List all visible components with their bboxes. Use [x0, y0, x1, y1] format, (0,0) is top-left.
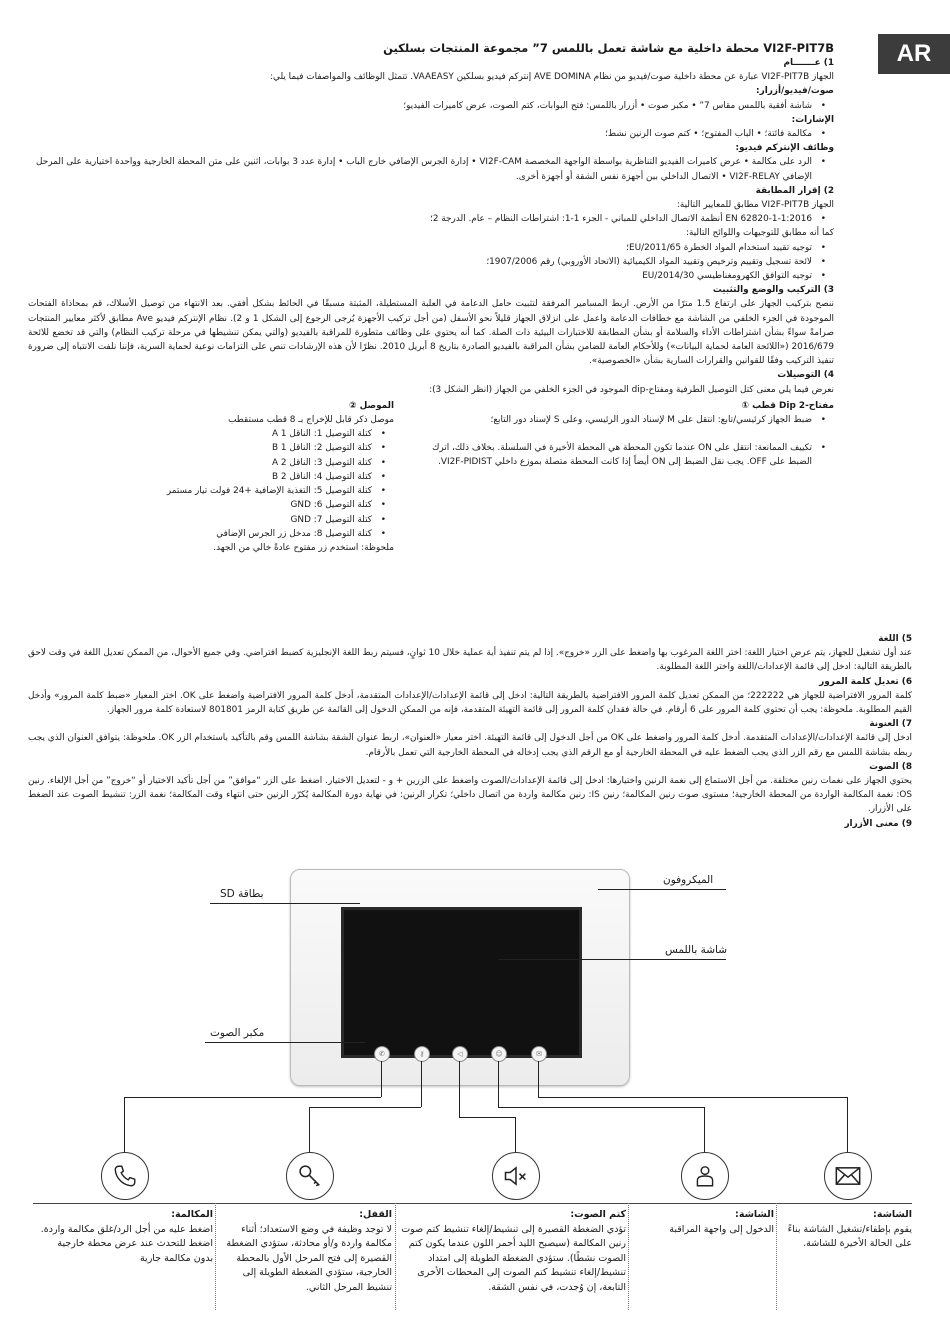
call-heading: المكالمة:	[171, 1209, 213, 1220]
column-separator	[628, 1203, 629, 1310]
device-key-button: ⚷	[414, 1046, 430, 1062]
leader-line	[498, 1061, 499, 1107]
screen-heading: الشاشة:	[873, 1209, 912, 1220]
leader-line	[538, 1061, 539, 1097]
lock-description	[220, 1208, 392, 1295]
monitor-text: الدخول إلى واجهة المراقبة	[669, 1223, 774, 1235]
leader-line	[421, 1061, 422, 1107]
language-heading: 5) اللغة	[878, 634, 912, 644]
connections-heading: 4) التوصيلات	[777, 370, 834, 381]
leader-line	[515, 1117, 516, 1152]
mute-text: تؤدي الضغطة القصيرة إلى تنشيط/إلغاء تنشيط كتم صوت رنين المكالمة (سيصبح الليد أحمر اللون عندما يكون كتم الصوت نشطًا). ستؤدي الضغطة الطويلة إلى امتداد تنشيط/إلغاء تنشيط كتم الصوت إلى المحطات الأخرى التابعة، إن وُجدت، في نفس الشقة.	[401, 1223, 626, 1293]
column-separator	[395, 1203, 396, 1310]
call-text: اضغط عليه من أجل الرد/غلق مكالمة واردة. اضغط للتحدث عند عرض محطة خارجية بدون مكالمة جارية	[40, 1223, 213, 1264]
sd-card-leader	[210, 903, 360, 904]
mute-description	[400, 1208, 626, 1295]
leader-line	[309, 1107, 421, 1108]
connector-heading: الموصل ②	[349, 400, 394, 411]
conformity-paragraph: الجهاز VI2F-PIT7B مطابق للمعايير التالية:	[676, 200, 834, 211]
touch-screen-leader	[498, 959, 726, 960]
sd-card-label: بطاقة SD	[220, 888, 264, 900]
touch-screen-label: شاشة باللمس	[665, 944, 728, 956]
leader-line	[381, 1061, 382, 1097]
upper-text	[30, 56, 834, 555]
mute-heading: كتم الصوت:	[570, 1209, 626, 1220]
microphone-label: الميكروفون	[663, 874, 714, 886]
monitor-description	[634, 1208, 774, 1237]
connector-item: • كتلة التوصيل 8: مدخل زر الجرس الإضافي	[30, 527, 394, 541]
connector-paragraph: موصل ذكر قابل للإخراج بـ 8 قطب مستقطب	[228, 415, 394, 426]
monitor-heading: الشاشة:	[735, 1209, 774, 1220]
installation-heading: 3) التركيب والوضع والتثبيت	[712, 285, 834, 296]
keys-table-rule	[33, 1203, 912, 1204]
device-phone-button: ✆	[374, 1046, 390, 1062]
sound-heading: 8) الصوت	[869, 761, 912, 772]
sound-paragraph: يحتوي الجهاز على نغمات رنين مختلفة. من أجل الاستماع إلى نغمة الرنين واختيارها: ادخل إلى قائمة الإعدادات/الصوت واضغط على الزرين + و - لتعديل الاختيار. اضغط على الزر “موافق” من أجل تأكيد الاختيار أو “خروج” من أجل الإلغاء. رنين OS: نغمة المكالمة الواردة من المحطة الخارجية؛ مستوى صوت رنين المكالمة؛ رنين IS: رنين مكالمة واردة من اتصال داخلي؛ تكرار الرنين: في نهاية دورة المكالمة يُكرّر الرنين حتى انتهاء وقت المكالمة؛ نغمة الزر: تنشيط الصوت عند الضغط على الأزرار.	[28, 776, 913, 815]
general-heading: 1) عـــــــام	[783, 58, 834, 68]
leader-line	[847, 1097, 848, 1152]
column-separator	[776, 1203, 777, 1310]
conformity-paragraph-2: كما أنه مطابق للتوجيهات واللوائح التالية:	[685, 228, 834, 239]
av-bullet: • شاشة أفقية باللمس مقاس 7” • مكبر صوت • أزرار باللمس: فتح البوابات، كتم الصوت، عرض كاميرات الفيديو؛	[30, 99, 834, 113]
connector-item: • كتلة التوصيل 6: GND	[30, 498, 394, 512]
dip-bullet: • تكييف الممانعة: انتقل على ON عندما تكون المحطة هي المحطة الأخيرة في السلسلة. بخلاف ذلك، اترك الضبط على OFF. يجب نقل الضبط إلى ON أيضاً إذا كانت المحطة متصلة بموزع داخلي VI2F-PIDIST.	[414, 441, 834, 469]
screen-description	[782, 1208, 912, 1252]
signals-bullet: • مكالمة فائتة؛ • الباب المفتوح؛ • كتم صوت الرنين نشط؛	[30, 127, 834, 141]
installation-paragraph: ننصح بتركيب الجهاز على ارتفاع 1.5 مترًا من الأرض. اربط المسامير المرفقة لتثبيت حامل الدعامة في العلبة المستطيلة، المثبتة مسبقًا في الحائط بشكل أفقي. بعد الانتهاء من توصيل الأسلاك، قم بمحاذاة الفتحات الموجودة في الجزء الخلفي من الشاشة مع خطافات الدعامة واعمل على انزلاق الجهاز قليلاً نحو الأسفل (من أجل تركيب الأجهزة يُرجى الرجوع إلى الشكل 1 و 2). نظام الإنتركم فيديو Ave مطابق لأكثر معايير المنتجات صرامةً سواءً بشأن اشتراطات الأداء والسلامة أو بشأن المطابقة للاختبارات البيئية ذات الصلة. كما أنه يحتوي على وظائف متطورة للمراقبة بالفيديو (والتي يمكن تنشيطها في مرحلة تركيب النظام) والتي قد تخضع للائحة 2016/679 («اللائحة العامة لحماية البيانات») وللأحكام العامة للضامن بشأن المراقبة بالفيديو الصادرة بتاريخ 8 أبريل 2010. نظرًا لأن هذه الإرشادات تنص على التزامات نوعية لحماية السرية، فإننا نلفت الانتباه إلى ضرورة تنفيذ التركيب وفقًا للقوانين والقرارات السارية بشأن «الخصوصية».	[28, 299, 834, 367]
leader-line	[538, 1097, 847, 1098]
call-description	[38, 1208, 213, 1266]
column-separator	[215, 1203, 216, 1310]
leader-line	[704, 1107, 705, 1152]
lock-heading: القفل:	[359, 1209, 392, 1220]
intercom-bullet: • الرد على مكالمة • عرض كاميرات الفيديو التناظرية بواسطة الواجهة المخصصة VI2F-CAM • إدارة الجرس الإضافي خارج الباب • إدارة عدد 3 بوابات، اثنين على متن المحطة الخارجية وواحدة اختيارية على المرحل الإضافي VI2F-RELAY • الاتصال الداخلي بين أجهزة نفس الشقة أو أجهزة أخرى.	[30, 155, 834, 183]
dip-heading: مفتاح-Dip 2 قطب ①	[741, 400, 834, 411]
intercom-heading: وظائف الإنتركم فيديو:	[735, 143, 834, 154]
addressing-paragraph: ادخل إلى قائمة الإعدادات/الإعدادات المتقدمة. أدخل كلمة المرور واضغط على OK من أجل الدخول إلى قائمة التهيئة. اختر معيار «العنوان»، اربط عنوان الشقة بشاشة اللمس وقم بالتأكيد باستخدام الزر OK. ملحوظة: يتوافق العنوان الذي يجب ربطه بشاشة اللمس مع رقم الزر الذي يجب الضغط عليه في المحطة الخارجية أو مع الرقم الذي يجب إدخاله في المحطة الخارجية التي تعمل بالأرقام.	[28, 733, 913, 758]
language-tab: AR	[878, 34, 950, 74]
connections-columns	[30, 399, 834, 555]
microphone-leader	[598, 889, 726, 890]
keys-heading: 9) معنى الأزرار	[844, 818, 912, 829]
touch-screen	[341, 907, 582, 1058]
general-paragraph: الجهاز VI2F-PIT7B عبارة عن محطة داخلية صوت/فيديو من نظام AVE DOMINA إنتركم فيديو بسلكين VAAEASY. تتمثل الوظائف والمواصفات فيما يلي:	[270, 72, 834, 83]
speaker-leader	[205, 1042, 365, 1043]
av-heading: صوت/فيديو/أزرار:	[756, 86, 834, 97]
page-title: VI2F-PIT7B محطة داخلية مع شاشة تعمل باللمس 7” مجموعة المنتجات بسلكين	[383, 41, 834, 55]
screen-text: يقوم بإطفاء/تشغيل الشاشة بناءً على الحالة الأخيرة للشاشة.	[787, 1223, 912, 1249]
conformity-bullet: • EN 62820-1-1:2016 أنظمة الاتصال الداخلي للمباني - الجزء 1-1: اشتراطات النظام – عام. الدرجة 2؛	[30, 212, 834, 226]
password-heading: 6) تعديل كلمة المرور	[819, 676, 912, 687]
conformity-bullet: • لائحة تسجيل وتقييم وترخيص وتقييد المواد الكيميائية (الاتحاد الأوروبي) رقم 1907/2006؛	[30, 255, 834, 269]
dip-switch-column	[414, 399, 834, 555]
phone-icon	[101, 1152, 149, 1200]
leader-line	[498, 1107, 704, 1108]
connector-item: • كتلة التوصيل 5: التغذية الإضافية +24 فولت تيار مستمر	[30, 484, 394, 498]
device-monitor-button: ☺	[491, 1046, 507, 1062]
conformity-bullet: • توجيه تقييد استخدام المواد الخطرة 2011/65/EU؛	[30, 241, 834, 255]
envelope-icon	[824, 1152, 872, 1200]
mute-speaker-icon	[492, 1152, 540, 1200]
key-icon	[286, 1152, 334, 1200]
leader-line	[459, 1117, 515, 1118]
person-monitor-icon	[681, 1152, 729, 1200]
leader-line	[124, 1097, 381, 1098]
connector-item: • كتلة التوصيل 3: الناقل A 2	[30, 456, 394, 470]
lower-text	[28, 632, 912, 831]
conformity-bullet: • توجيه التوافق الكهرومغناطيسي 2014/30/EU	[30, 269, 834, 283]
speaker-label: مكبر الصوت	[210, 1027, 265, 1039]
dip-bullet: • ضبط الجهاز كرئيسي/تابع: انتقل على M لإسناد الدور الرئيسي، وعلى S لإسناد دور التابع؛	[414, 413, 834, 427]
signals-heading: الإشارات:	[791, 114, 834, 125]
connector-item: • كتلة التوصيل 1: الناقل A 1	[30, 427, 394, 441]
addressing-heading: 7) العنونة	[869, 719, 912, 730]
lock-text: لا توجد وظيفة في وضع الاستعداد؛ أثناء مكالمة واردة و/أو محادثة، ستؤدي الضغطة القصيرة إلى فتح المرحل الأول بالمحطة الخارجية، ستؤدي الضغطة الطويلة إلى تنشيط المرحل الثاني.	[226, 1223, 392, 1293]
leader-line	[459, 1061, 460, 1117]
connector-column	[30, 399, 414, 555]
device-mute-button: ◁	[452, 1046, 468, 1062]
connector-item: • كتلة التوصيل 7: GND	[30, 513, 394, 527]
password-paragraph: كلمة المرور الافتراضية للجهاز هي 222222؛ من الممكن تعديل كلمة المرور الافتراضية بالطريقة التالية: ادخل إلى قائمة الإعدادات/الإعدادات المتقدمة، أدخل كلمة المرور الافتراضية واضغط على OK. اختر المعيار «ضبط كلمة المرور» وأدخل القيم المطلوبة. ملحوظة: يجب أن تحتوي كلمة المرور على 6 أرقام. في حالة فقدان كلمة المرور إلى قائمة التهيئة المتقدمة، فإنه من الممكن الدخول إلى القائمة عن طريق كتابة الرمز 801801 لاستعادة كلمة مرور الجهاز.	[28, 690, 912, 716]
language-paragraph: عند أول تشغيل للجهاز، يتم عرض اختيار اللغة: اختر اللغة المرغوب بها واضغط على الزر «خروج». إذا لم يتم تنفيذ أية عملية خلال 10 ثوانٍ، فسيتم ربط اللغة الإنجليزية كضبط افتراضي. وفي جميع الأحوال، من الممكن تعديل اللغة في وقت لاحق بالطريقة التالية: ادخل إلى قائمة الإعدادات/اللغة واختر اللغة المطلوبة.	[28, 648, 912, 673]
device-screen-button: ✉	[531, 1046, 547, 1062]
conformity-heading: 2) إقرار المطابقة	[755, 185, 834, 196]
leader-line	[124, 1097, 125, 1152]
connector-note: ملحوظة: استخدم زر مفتوح عادةً خالي من الجهد.	[213, 542, 394, 553]
connections-paragraph: نعرض فيما يلي معنى كتل التوصيل الطرفية ومفتاح-dip الموجود في الجزء الخلفي من الجهاز (انظر الشكل 3):	[429, 384, 834, 395]
connector-item: • كتلة التوصيل 2: الناقل B 1	[30, 441, 394, 455]
leader-line	[309, 1107, 310, 1152]
connector-item: • كتلة التوصيل 4: الناقل B 2	[30, 470, 394, 484]
